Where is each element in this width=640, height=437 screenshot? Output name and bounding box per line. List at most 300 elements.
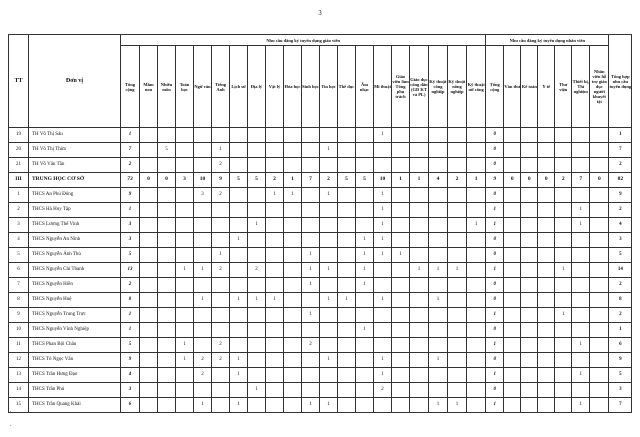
row-tt: 14 bbox=[9, 383, 29, 398]
cell bbox=[590, 203, 609, 218]
cell bbox=[248, 338, 266, 353]
cell bbox=[284, 353, 302, 368]
cell: 1 bbox=[302, 278, 320, 293]
table-body bbox=[9, 128, 632, 413]
cell bbox=[392, 233, 410, 248]
cell bbox=[320, 128, 338, 143]
cell bbox=[429, 188, 448, 203]
cell: 1 bbox=[284, 188, 302, 203]
cell: 0 bbox=[158, 173, 176, 188]
cell bbox=[176, 128, 194, 143]
cell bbox=[521, 383, 538, 398]
cell bbox=[320, 158, 338, 173]
cell bbox=[176, 158, 194, 173]
cell: 1 bbox=[609, 323, 632, 338]
cell: 1 bbox=[320, 293, 338, 308]
cell: 1 bbox=[230, 233, 248, 248]
cell bbox=[194, 308, 212, 323]
cell: 0 bbox=[486, 383, 504, 398]
cell: 1 bbox=[248, 293, 266, 308]
cell: 7 bbox=[609, 398, 632, 413]
cell bbox=[320, 323, 338, 338]
cell: 2 bbox=[121, 278, 140, 293]
cell bbox=[392, 368, 410, 383]
cell: 5 bbox=[609, 248, 632, 263]
cell: 1 bbox=[266, 188, 284, 203]
cell bbox=[284, 263, 302, 278]
cell: 0 bbox=[486, 188, 504, 203]
cell: 3 bbox=[121, 383, 140, 398]
table-row bbox=[9, 293, 632, 308]
cell: 2 bbox=[212, 158, 230, 173]
cell bbox=[467, 323, 486, 338]
header-staff-col: Kế toán bbox=[521, 46, 538, 128]
cell: 1 bbox=[230, 398, 248, 413]
cell bbox=[320, 203, 338, 218]
cell bbox=[284, 323, 302, 338]
cell bbox=[521, 263, 538, 278]
cell bbox=[521, 233, 538, 248]
cell bbox=[572, 293, 590, 308]
cell bbox=[356, 143, 374, 158]
cell bbox=[467, 368, 486, 383]
cell bbox=[248, 188, 266, 203]
cell bbox=[248, 143, 266, 158]
cell bbox=[140, 158, 158, 173]
cell bbox=[356, 398, 374, 413]
cell bbox=[140, 338, 158, 353]
table-row bbox=[9, 383, 632, 398]
cell bbox=[158, 188, 176, 203]
cell: 1 bbox=[320, 398, 338, 413]
table-row bbox=[9, 398, 632, 413]
cell bbox=[590, 263, 609, 278]
cell bbox=[302, 383, 320, 398]
cell bbox=[538, 203, 555, 218]
cell: 2 bbox=[248, 263, 266, 278]
cell: 1 bbox=[410, 263, 429, 278]
cell bbox=[140, 128, 158, 143]
cell bbox=[467, 233, 486, 248]
cell bbox=[140, 218, 158, 233]
table-row bbox=[9, 323, 632, 338]
table-row-group-total bbox=[9, 173, 632, 188]
cell bbox=[555, 248, 572, 263]
cell bbox=[521, 188, 538, 203]
row-tt: 7 bbox=[9, 278, 29, 293]
cell bbox=[158, 398, 176, 413]
row-tt: 12 bbox=[9, 353, 29, 368]
cell bbox=[392, 383, 410, 398]
cell bbox=[590, 158, 609, 173]
cell bbox=[538, 293, 555, 308]
cell: 73 bbox=[121, 173, 140, 188]
cell bbox=[572, 143, 590, 158]
cell bbox=[140, 278, 158, 293]
cell bbox=[590, 293, 609, 308]
cell bbox=[467, 278, 486, 293]
cell bbox=[176, 323, 194, 338]
cell: 1 bbox=[338, 293, 356, 308]
cell bbox=[410, 158, 429, 173]
cell bbox=[448, 203, 467, 218]
cell bbox=[338, 368, 356, 383]
cell: 5 bbox=[338, 173, 356, 188]
cell bbox=[392, 128, 410, 143]
cell bbox=[538, 368, 555, 383]
cell: 1 bbox=[374, 188, 392, 203]
cell bbox=[521, 158, 538, 173]
cell bbox=[448, 188, 467, 203]
cell bbox=[230, 158, 248, 173]
cell: 6 bbox=[609, 338, 632, 353]
cell bbox=[374, 398, 392, 413]
cell: 1 bbox=[429, 353, 448, 368]
cell: 1 bbox=[230, 293, 248, 308]
cell bbox=[467, 308, 486, 323]
cell bbox=[338, 158, 356, 173]
cell bbox=[429, 308, 448, 323]
cell bbox=[356, 158, 374, 173]
table-row bbox=[9, 128, 632, 143]
cell bbox=[140, 248, 158, 263]
cell bbox=[212, 323, 230, 338]
cell bbox=[538, 143, 555, 158]
cell: 1 bbox=[467, 173, 486, 188]
cell bbox=[410, 128, 429, 143]
header-teacher-col: Nhiều môn bbox=[158, 46, 176, 128]
cell: 82 bbox=[609, 173, 632, 188]
cell bbox=[504, 398, 521, 413]
cell bbox=[212, 293, 230, 308]
cell: 1 bbox=[248, 218, 266, 233]
cell: 1 bbox=[392, 248, 410, 263]
cell bbox=[284, 128, 302, 143]
header-staff-col: Thư viện bbox=[555, 46, 572, 128]
cell bbox=[266, 383, 284, 398]
cell bbox=[320, 368, 338, 383]
row-unit-name: THCS Tô Ngọc Vân bbox=[29, 353, 121, 368]
cell bbox=[194, 143, 212, 158]
cell: 0 bbox=[590, 173, 609, 188]
cell: 2 bbox=[609, 308, 632, 323]
row-unit-name: TH Võ Văn Tần bbox=[29, 158, 121, 173]
cell: 3 bbox=[121, 233, 140, 248]
cell bbox=[284, 143, 302, 158]
cell bbox=[248, 128, 266, 143]
cell: 1 bbox=[410, 173, 429, 188]
row-tt: 8 bbox=[9, 293, 29, 308]
cell bbox=[194, 218, 212, 233]
cell bbox=[392, 218, 410, 233]
cell bbox=[176, 308, 194, 323]
cell bbox=[194, 248, 212, 263]
cell bbox=[429, 248, 448, 263]
cell bbox=[158, 248, 176, 263]
cell bbox=[374, 278, 392, 293]
cell bbox=[338, 353, 356, 368]
cell bbox=[392, 338, 410, 353]
cell bbox=[521, 338, 538, 353]
recruitment-table bbox=[8, 34, 632, 413]
cell bbox=[429, 368, 448, 383]
cell: 3 bbox=[609, 233, 632, 248]
cell bbox=[320, 383, 338, 398]
cell: 2 bbox=[212, 338, 230, 353]
cell: 1 bbox=[356, 263, 374, 278]
header-teacher-col: Vật lý bbox=[266, 46, 284, 128]
cell bbox=[266, 158, 284, 173]
cell bbox=[555, 278, 572, 293]
cell bbox=[266, 143, 284, 158]
cell bbox=[572, 308, 590, 323]
header-teacher-col: Toán học bbox=[176, 46, 194, 128]
cell bbox=[338, 143, 356, 158]
cell bbox=[266, 203, 284, 218]
cell bbox=[521, 128, 538, 143]
row-tt: 5 bbox=[9, 248, 29, 263]
cell bbox=[555, 368, 572, 383]
cell bbox=[302, 188, 320, 203]
cell: 1 bbox=[320, 263, 338, 278]
cell bbox=[467, 353, 486, 368]
cell bbox=[248, 248, 266, 263]
cell: 2 bbox=[609, 278, 632, 293]
cell bbox=[572, 263, 590, 278]
table-row bbox=[9, 263, 632, 278]
cell bbox=[248, 158, 266, 173]
cell bbox=[338, 248, 356, 263]
cell: 1 bbox=[320, 353, 338, 368]
cell bbox=[302, 323, 320, 338]
cell bbox=[338, 233, 356, 248]
cell bbox=[230, 218, 248, 233]
row-tt: 1 bbox=[9, 188, 29, 203]
cell bbox=[356, 368, 374, 383]
cell: 2 bbox=[194, 368, 212, 383]
row-unit-name: THCS Nguyễn Hiền bbox=[29, 278, 121, 293]
cell: 9 bbox=[609, 188, 632, 203]
cell bbox=[538, 218, 555, 233]
cell bbox=[504, 338, 521, 353]
cell bbox=[266, 308, 284, 323]
cell bbox=[538, 323, 555, 338]
header-teacher-col: Hóa học bbox=[284, 46, 302, 128]
cell: 3 bbox=[176, 173, 194, 188]
cell: 1 bbox=[320, 143, 338, 158]
cell bbox=[158, 383, 176, 398]
cell bbox=[158, 263, 176, 278]
cell bbox=[590, 308, 609, 323]
page-number: 3 bbox=[318, 9, 322, 17]
cell bbox=[194, 203, 212, 218]
cell bbox=[448, 383, 467, 398]
cell bbox=[338, 218, 356, 233]
cell bbox=[158, 368, 176, 383]
cell bbox=[504, 278, 521, 293]
row-unit-name: THCS Nguyễn Chí Thanh bbox=[29, 263, 121, 278]
cell bbox=[230, 203, 248, 218]
cell bbox=[266, 278, 284, 293]
cell bbox=[374, 308, 392, 323]
cell bbox=[374, 338, 392, 353]
cell bbox=[504, 203, 521, 218]
cell: 6 bbox=[121, 398, 140, 413]
cell: 10 bbox=[374, 173, 392, 188]
cell: 8 bbox=[121, 293, 140, 308]
cell bbox=[266, 263, 284, 278]
cell bbox=[248, 233, 266, 248]
cell bbox=[212, 278, 230, 293]
cell bbox=[555, 203, 572, 218]
row-unit-name: THCS Nguyễn An Ninh bbox=[29, 233, 121, 248]
cell bbox=[572, 383, 590, 398]
cell bbox=[538, 353, 555, 368]
cell bbox=[266, 338, 284, 353]
cell bbox=[176, 293, 194, 308]
cell bbox=[538, 338, 555, 353]
cell bbox=[176, 143, 194, 158]
cell bbox=[521, 353, 538, 368]
cell bbox=[555, 323, 572, 338]
cell: 2 bbox=[212, 263, 230, 278]
cell bbox=[572, 188, 590, 203]
cell bbox=[448, 308, 467, 323]
cell bbox=[538, 158, 555, 173]
cell bbox=[504, 158, 521, 173]
row-tt: 3 bbox=[9, 218, 29, 233]
cell: 1 bbox=[212, 248, 230, 263]
cell bbox=[504, 383, 521, 398]
cell bbox=[448, 368, 467, 383]
header-tt: TT bbox=[9, 35, 29, 128]
cell bbox=[467, 383, 486, 398]
cell bbox=[158, 278, 176, 293]
cell bbox=[538, 383, 555, 398]
cell bbox=[284, 293, 302, 308]
cell: 1 bbox=[429, 293, 448, 308]
cell bbox=[284, 218, 302, 233]
row-unit-name: THCS Hà Huy Tập bbox=[29, 203, 121, 218]
cell bbox=[356, 383, 374, 398]
cell: 7 bbox=[121, 143, 140, 158]
cell: 1 bbox=[429, 398, 448, 413]
cell bbox=[230, 188, 248, 203]
cell bbox=[467, 143, 486, 158]
cell bbox=[320, 218, 338, 233]
cell bbox=[320, 233, 338, 248]
cell bbox=[467, 158, 486, 173]
header-teacher-col: Giáo dục công dân (GD KT và PL) bbox=[410, 46, 429, 128]
cell bbox=[467, 188, 486, 203]
cell bbox=[448, 218, 467, 233]
cell bbox=[410, 293, 429, 308]
header-teacher-col: Tin học bbox=[320, 46, 338, 128]
cell: 1 bbox=[448, 263, 467, 278]
cell bbox=[140, 323, 158, 338]
table-row bbox=[9, 203, 632, 218]
table-row bbox=[9, 368, 632, 383]
cell bbox=[158, 293, 176, 308]
cell: 9 bbox=[121, 353, 140, 368]
row-unit-name: TRUNG HỌC CƠ SỞ bbox=[29, 173, 121, 188]
cell: 1 bbox=[212, 143, 230, 158]
table-row bbox=[9, 218, 632, 233]
cell bbox=[555, 338, 572, 353]
row-tt: 10 bbox=[9, 323, 29, 338]
cell bbox=[194, 278, 212, 293]
cell bbox=[176, 398, 194, 413]
cell bbox=[448, 278, 467, 293]
cell bbox=[158, 353, 176, 368]
cell bbox=[284, 278, 302, 293]
cell bbox=[521, 308, 538, 323]
cell bbox=[521, 323, 538, 338]
cell: 1 bbox=[194, 263, 212, 278]
cell bbox=[504, 323, 521, 338]
cell bbox=[140, 383, 158, 398]
cell bbox=[302, 143, 320, 158]
cell bbox=[467, 263, 486, 278]
cell bbox=[338, 323, 356, 338]
cell bbox=[555, 188, 572, 203]
cell bbox=[230, 128, 248, 143]
cell: 1 bbox=[374, 293, 392, 308]
cell bbox=[140, 203, 158, 218]
cell: 1 bbox=[356, 323, 374, 338]
cell: 9 bbox=[609, 353, 632, 368]
cell: 1 bbox=[448, 398, 467, 413]
header-teacher-col: Âm nhạc bbox=[356, 46, 374, 128]
cell bbox=[320, 338, 338, 353]
cell bbox=[374, 158, 392, 173]
cell: 2 bbox=[194, 353, 212, 368]
cell: 1 bbox=[230, 368, 248, 383]
cell bbox=[448, 233, 467, 248]
cell bbox=[266, 233, 284, 248]
cell bbox=[248, 278, 266, 293]
row-unit-name: THCS Lương Thế Vinh bbox=[29, 218, 121, 233]
cell bbox=[320, 308, 338, 323]
cell bbox=[467, 203, 486, 218]
header-staff-col: Y tế bbox=[538, 46, 555, 128]
cell bbox=[140, 263, 158, 278]
row-unit-name: TH Võ Thị Sáu bbox=[29, 128, 121, 143]
cell: 2 bbox=[555, 173, 572, 188]
cell bbox=[572, 323, 590, 338]
cell bbox=[356, 203, 374, 218]
cell bbox=[410, 278, 429, 293]
cell: 1 bbox=[302, 248, 320, 263]
row-tt: 4 bbox=[9, 233, 29, 248]
cell bbox=[521, 368, 538, 383]
cell bbox=[392, 278, 410, 293]
cell bbox=[176, 218, 194, 233]
cell bbox=[410, 323, 429, 338]
header-staff-group: Nhu cầu đăng ký tuyển dụng nhân viên bbox=[486, 35, 609, 46]
cell bbox=[338, 263, 356, 278]
cell bbox=[392, 293, 410, 308]
cell: 1 bbox=[356, 278, 374, 293]
row-tt: III bbox=[9, 173, 29, 188]
cell: 2 bbox=[609, 203, 632, 218]
cell bbox=[429, 233, 448, 248]
cell bbox=[392, 308, 410, 323]
cell bbox=[356, 353, 374, 368]
cell bbox=[158, 218, 176, 233]
cell bbox=[140, 398, 158, 413]
cell bbox=[266, 323, 284, 338]
